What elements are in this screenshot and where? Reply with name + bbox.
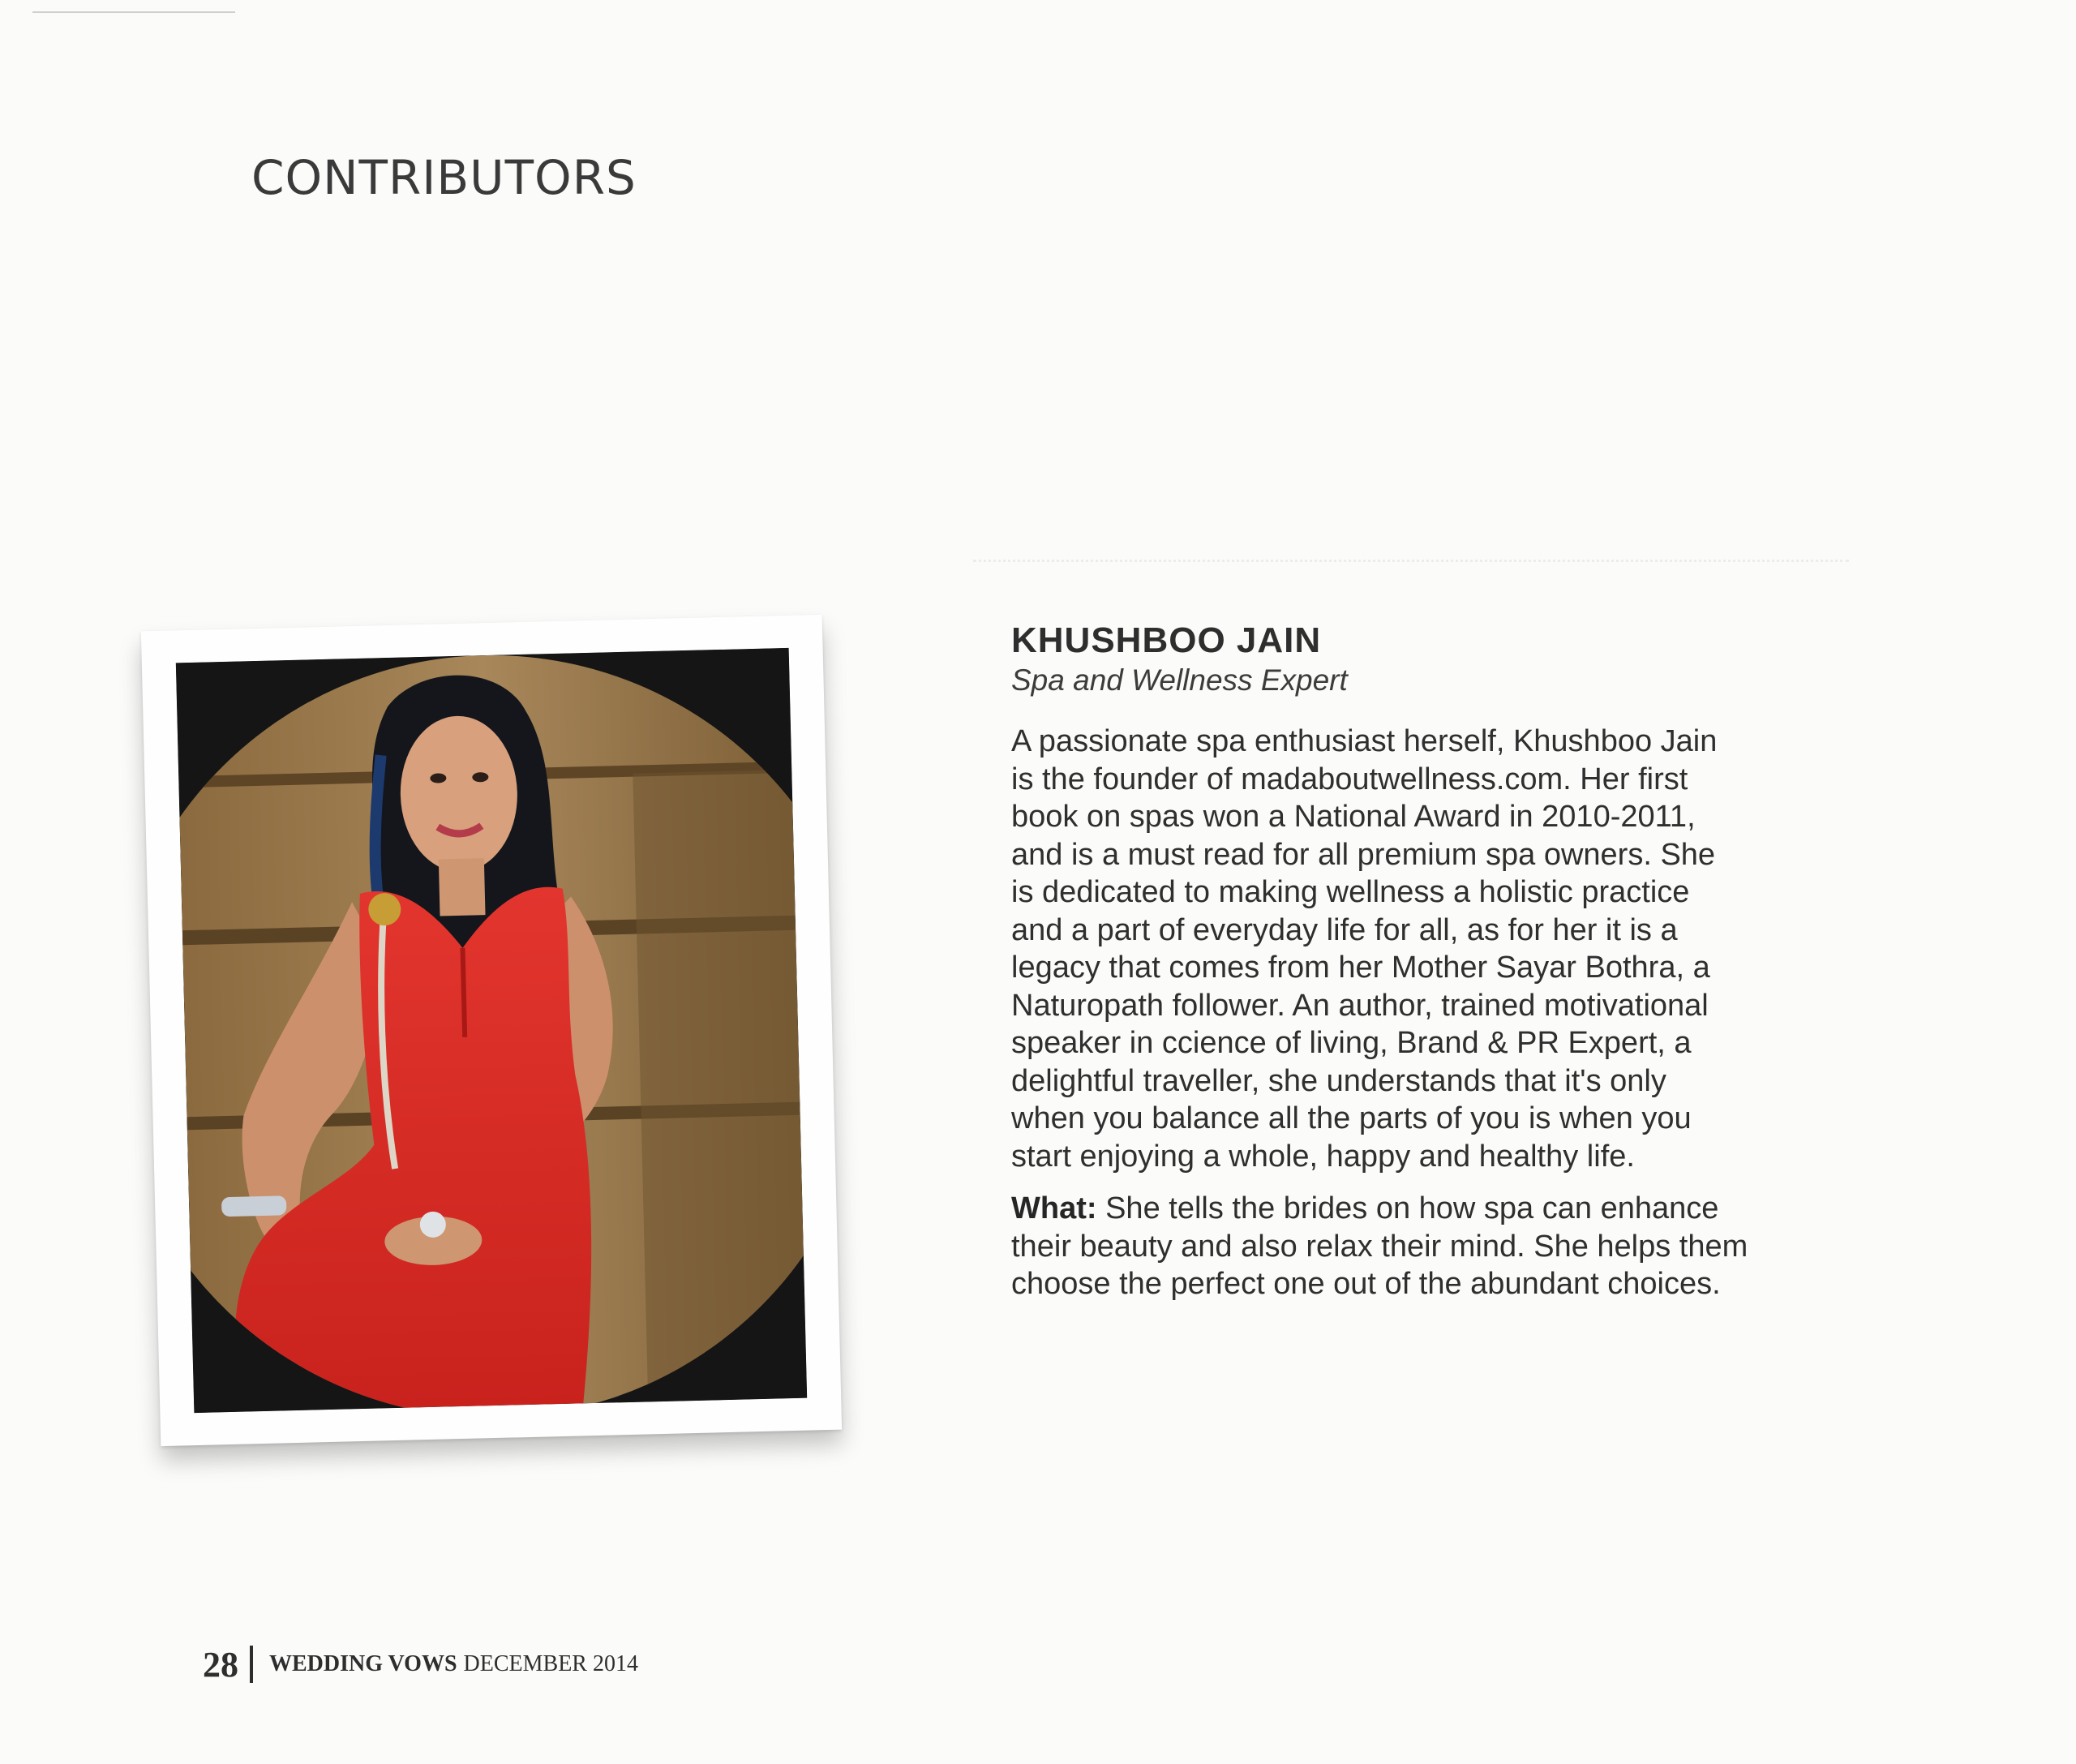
bio-line: is the founder of madaboutwellness.com. Her first: [1011, 762, 1688, 796]
contributor-portrait: [176, 648, 807, 1413]
portrait-photo-frame: [141, 615, 842, 1446]
bio-line: start enjoying a whole, happy and healthy life.: [1011, 1139, 1635, 1174]
section-title: CONTRIBUTORS: [251, 150, 637, 205]
what-text: She tells the brides on how spa can enhance: [1096, 1191, 1719, 1225]
bio-line: when you balance all the parts of you is when you: [1011, 1101, 1692, 1135]
page-footer: [203, 1640, 638, 1689]
contributor-what: [1011, 1190, 1871, 1303]
bio-line: book on spas won a National Award in 2010-2011,: [1011, 800, 1696, 834]
bio-line: legacy that comes from her Mother Sayar Bothra, a: [1011, 951, 1710, 985]
bio-line: and is a must read for all premium spa owners. She: [1011, 837, 1716, 872]
page-number: 28: [203, 1644, 238, 1685]
what-line: their beauty and also relax their mind. She helps them: [1011, 1229, 1748, 1264]
issue-date: DECEMBER 2014: [463, 1651, 638, 1676]
contributor-profile: [1011, 620, 1871, 1303]
what-line: choose the perfect one out of the abundant choices.: [1011, 1267, 1721, 1301]
contributor-bio: [1011, 723, 1871, 1175]
faint-dotted-rule: [973, 560, 1849, 562]
bio-line: A passionate spa enthusiast herself, Khushboo Jain: [1011, 724, 1718, 758]
portrait-illustration: [176, 648, 807, 1413]
what-label: What:: [1011, 1191, 1097, 1225]
magazine-name: WEDDING VOWS: [269, 1651, 457, 1676]
contributor-role: Spa and Wellness Expert: [1011, 663, 1348, 697]
contributor-name: KHUSHBOO JAIN: [1011, 620, 1322, 660]
bio-line: is dedicated to making wellness a holistic practice: [1011, 875, 1690, 909]
bio-line: delightful traveller, she understands that it's only: [1011, 1063, 1666, 1098]
footer-divider: [250, 1646, 253, 1683]
bio-line: and a part of everyday life for all, as for her it is a: [1011, 912, 1678, 947]
bio-line: speaker in ccience of living, Brand & PR Expert, a: [1011, 1026, 1692, 1060]
what-first-line: [1011, 1190, 1871, 1228]
top-rule: [32, 11, 235, 13]
bio-line: Naturopath follower. An author, trained motivational: [1011, 988, 1709, 1023]
